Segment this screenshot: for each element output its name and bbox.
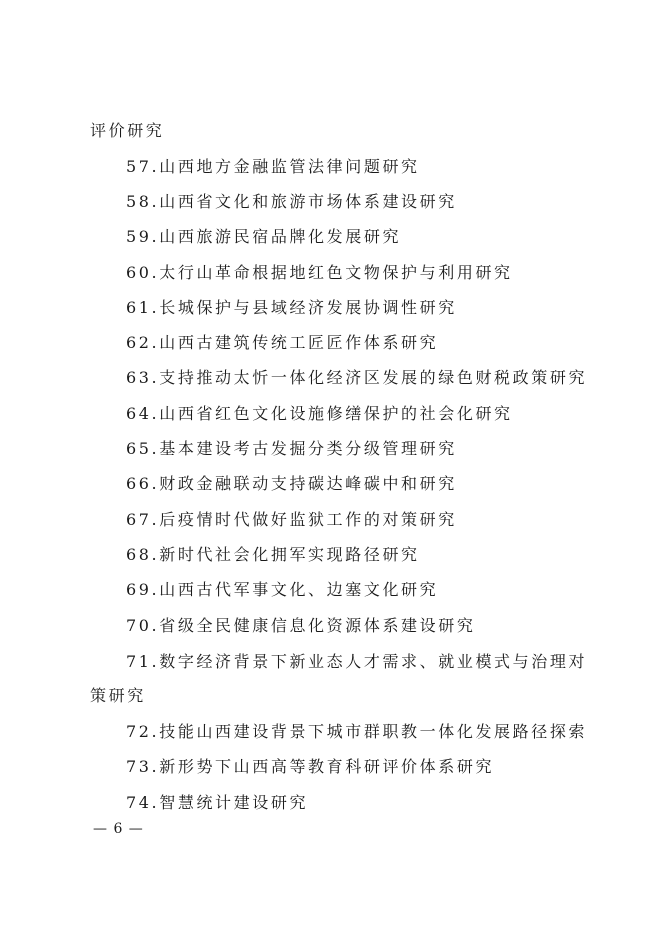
page-number: — 6 —: [93, 821, 144, 837]
list-item-58: 58.山西省文化和旅游市场体系建设研究: [126, 192, 457, 211]
list-item-63: 63.支持推动太忻一体化经济区发展的绿色财税政策研究: [126, 368, 588, 387]
list-item-74: 74.智慧统计建设研究: [126, 793, 309, 812]
list-item-67: 67.后疫情时代做好监狱工作的对策研究: [126, 510, 457, 529]
list-item-72: 72.技能山西建设背景下城市群职教一体化发展路径探索: [126, 722, 588, 741]
list-item-61: 61.长城保护与县域经济发展协调性研究: [126, 298, 457, 317]
list-item-69: 69.山西古代军事文化、边塞文化研究: [126, 580, 439, 599]
list-item-64: 64.山西省红色文化设施修缮保护的社会化研究: [126, 404, 513, 423]
list-item-70: 70.省级全民健康信息化资源体系建设研究: [126, 616, 476, 635]
list-item-59: 59.山西旅游民宿品牌化发展研究: [126, 227, 402, 246]
list-item-73: 73.新形势下山西高等教育科研评价体系研究: [126, 757, 495, 776]
text-line-continuation: 评价研究: [90, 121, 165, 140]
list-item-71: 71.数字经济背景下新业态人才需求、就业模式与治理对: [126, 652, 588, 671]
list-item-62: 62.山西古建筑传统工匠匠作体系研究: [126, 333, 439, 352]
list-item-68: 68.新时代社会化拥军实现路径研究: [126, 545, 420, 564]
list-item-60: 60.太行山革命根据地红色文物保护与利用研究: [126, 263, 513, 282]
text-line-continuation: 策研究: [90, 686, 146, 705]
list-item-66: 66.财政金融联动支持碳达峰碳中和研究: [126, 474, 457, 493]
list-item-65: 65.基本建设考古发掘分类分级管理研究: [126, 439, 457, 458]
list-item-57: 57.山西地方金融监管法律问题研究: [126, 157, 420, 176]
